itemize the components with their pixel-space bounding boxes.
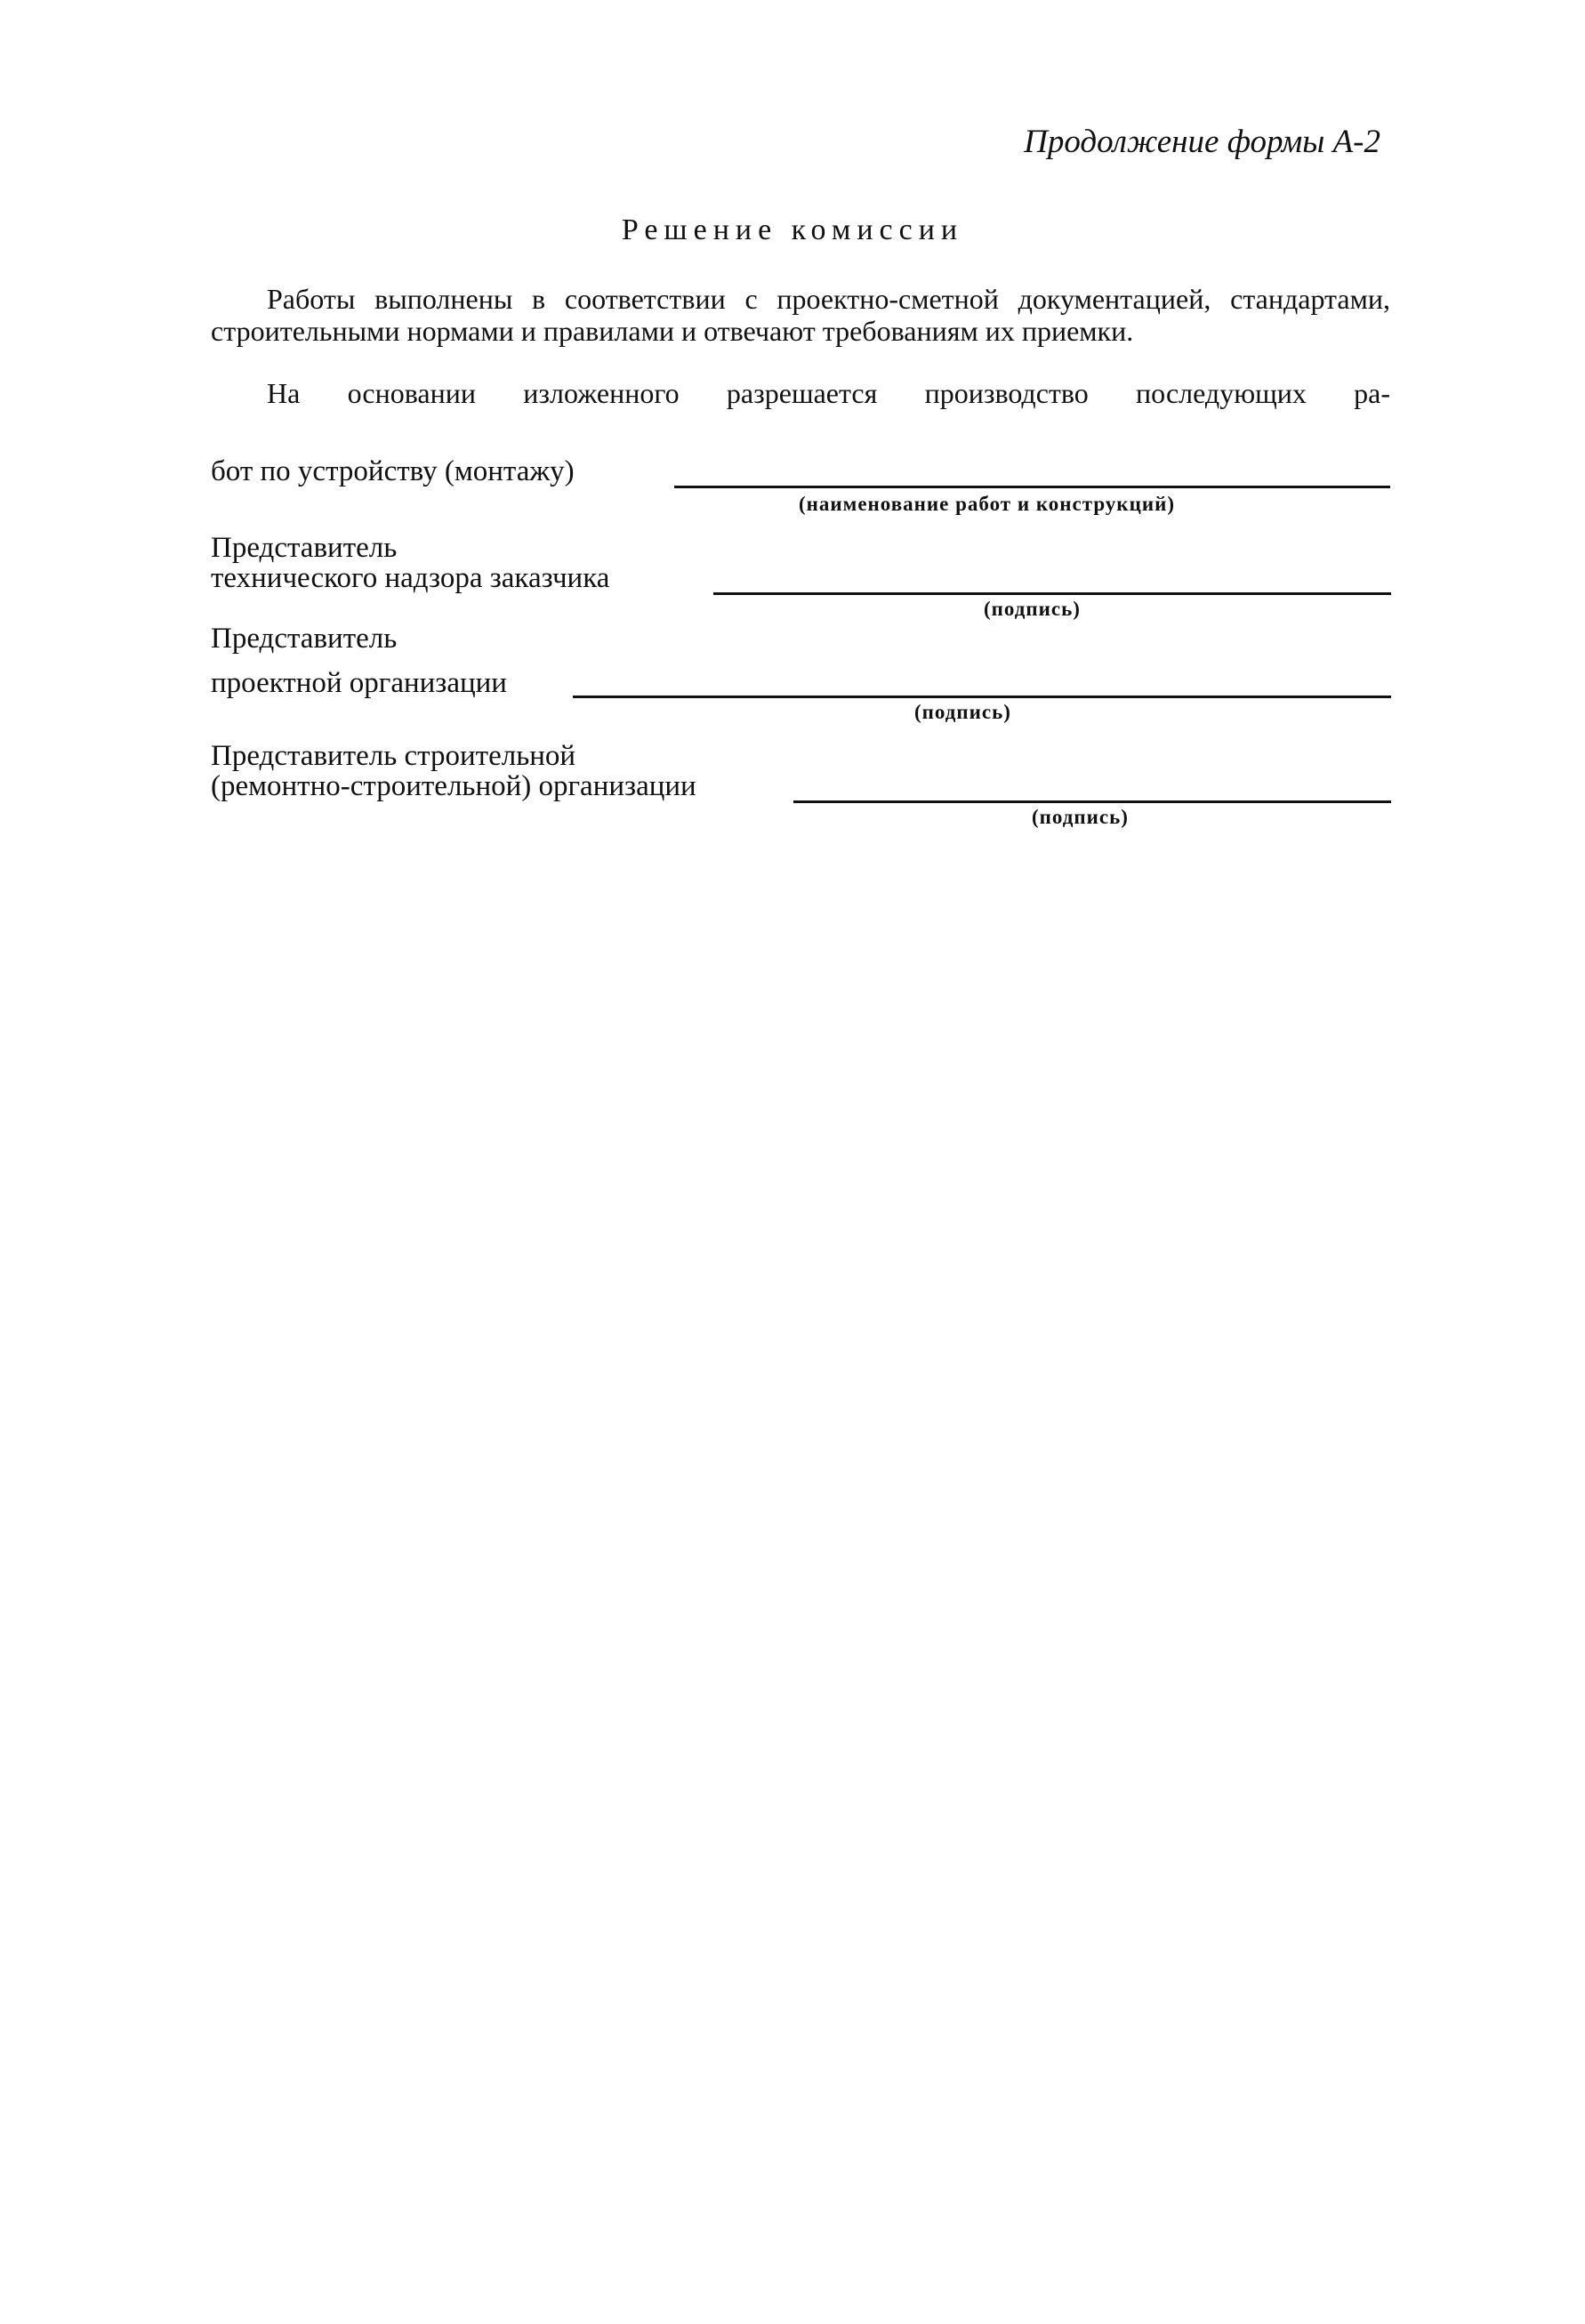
- design-organization-signature-field[interactable]: [573, 696, 1391, 698]
- technical-supervision-label-1: Представитель: [211, 532, 398, 564]
- works-name-caption: (наименование работ и конструкций): [799, 493, 1175, 515]
- design-organization-signature-caption: (подпись): [914, 701, 1011, 723]
- paragraph-works-compliance: Работы выполнены в соответствии с проектно-сметной документацией, стандартами, строительными нормами и правилами и отвечают требованиям их приемки.: [211, 283, 1390, 347]
- construction-organization-label-2: (ремонтно-строительной) организации: [211, 770, 696, 802]
- design-organization-label-1: Представитель: [211, 623, 398, 655]
- technical-supervision-signature-caption: (подпись): [984, 598, 1081, 620]
- technical-supervision-label-2: технического надзора заказчика: [211, 562, 610, 594]
- form-continuation-note: Продолжение формы А-2: [1024, 124, 1380, 160]
- construction-organization-signature-caption: (подпись): [1032, 806, 1129, 828]
- works-name-field[interactable]: [674, 486, 1390, 488]
- section-title: Решение комиссии: [621, 213, 964, 246]
- paragraph-permission: На основании изложенного разрешается производство последующих ра-: [267, 377, 1390, 409]
- construction-organization-signature-field[interactable]: [793, 800, 1391, 803]
- construction-organization-label-1: Представитель строительной: [211, 740, 576, 772]
- design-organization-label-2: проектной организации: [211, 667, 507, 699]
- works-line-label: бот по устройству (монтажу): [211, 455, 575, 487]
- technical-supervision-signature-field[interactable]: [713, 592, 1391, 595]
